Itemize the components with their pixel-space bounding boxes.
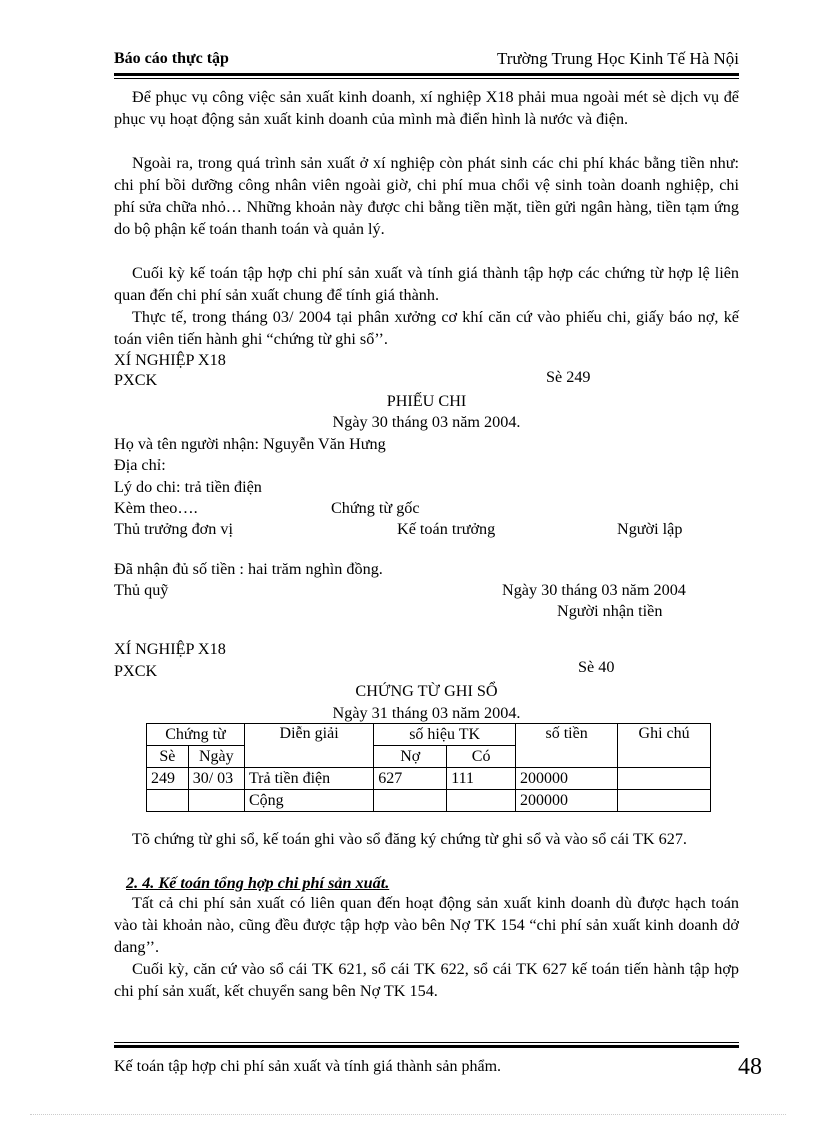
footer-rule-thick — [114, 1045, 739, 1048]
pc-treasurer: Thủ quỹ — [114, 581, 169, 599]
paragraph-1: Để phục vụ công việc sản xuất kinh doanh, xí nghiệp X18 phải mua ngoài mét sè dịch vụ để phục vụ hoạt động sản xuất kinh doanh của mình mà điển hình là nước và điện. — [114, 88, 739, 128]
cell-note — [618, 768, 711, 790]
header-right: Trường Trung Học Kinh Tế Hà Nội — [496, 49, 739, 68]
pc-date2: Ngày 30 tháng 03 năm 2004 — [502, 581, 686, 599]
pc-original-doc: Chứng từ gốc — [331, 499, 420, 517]
pc-title: PHIẾU CHI — [386, 392, 467, 410]
th-credit: Có — [447, 746, 516, 768]
th-voucher: Chứng từ — [147, 724, 245, 746]
page-number: 48 — [738, 1054, 762, 1080]
footer-rule-thin — [114, 1042, 739, 1043]
cell-no: 249 — [147, 768, 189, 790]
section-heading: 2. 4. Kế toán tổng hợp chi phí sản xuất. — [126, 874, 390, 892]
section-paragraph-2: Cuối kỳ, căn cứ vào sổ cái TK 621, sổ cái TK 622, sổ cái TK 627 kế toán tiến hành tập hợp chi phí sản xuất, kết chuyển sang bên Nợ TK 154. — [114, 960, 739, 1000]
bottom-dotted-border — [30, 1114, 786, 1115]
cell-day: 30/ 03 — [188, 768, 244, 790]
cell-credit: 111 — [447, 768, 516, 790]
pc-attached: Kèm theo…. — [114, 499, 198, 517]
ctgs-org: XÍ NGHIỆP X18 — [114, 640, 226, 658]
pc-reason: Lý do chi: trả tiền điện — [114, 478, 262, 496]
ctgs-number: Sè 40 — [578, 658, 615, 676]
header-rule-thin — [114, 78, 739, 79]
ctgs-dept: PXCK — [114, 662, 158, 680]
section-paragraph-1: Tất cả chi phí sản xuất có liên quan đến hoạt động sản xuất kinh doanh dù được hạch toán vào tài khoản nào, cũng đều được tập hợp vào bên Nợ TK 154 “chi phí sản xuất kinh doanh dở dang’’. — [114, 894, 739, 956]
paragraph-2: Ngoài ra, trong quá trình sản xuất ở xí nghiệp còn phát sinh các chi phí khác bằng tiền như: chi phí bồi dưỡng công nhân viên ngoài giờ, chi phí mua chổi vệ sinh toàn doanh nghiệp, chi phí sửa chữa nhỏ… Những khoản này được chi bằng tiền mặt, tiền gửi ngân hàng, tiền tạm ứng do bộ phận kế toán thanh toán và quản lý. — [114, 154, 739, 238]
table-row — [147, 768, 711, 790]
pc-sig-accountant: Kế toán trưởng — [397, 520, 496, 538]
table-row — [147, 790, 711, 812]
page-header — [114, 48, 739, 70]
ctgs-title: CHỨNG TỪ GHI SỔ — [355, 682, 498, 700]
th-note: Ghi chú — [618, 724, 711, 768]
pc-received: Đã nhận đủ số tiền : hai trăm nghìn đồng. — [114, 560, 383, 578]
cell-debit: 627 — [374, 768, 447, 790]
table-header-row — [147, 724, 711, 746]
cell-day — [188, 790, 244, 812]
ctgs-table — [146, 723, 711, 812]
pc-dept: PXCK — [114, 371, 158, 389]
th-no: Sè — [147, 746, 189, 768]
pc-sig-preparer: Người lập — [617, 520, 683, 538]
pc-number: Sè 249 — [546, 368, 591, 386]
footer-text: Kế toán tập hợp chi phí sản xuất và tính giá thành sản phẩm. — [114, 1058, 502, 1075]
th-account: số hiệu TK — [374, 724, 516, 746]
cell-desc: Cộng — [244, 790, 373, 812]
pc-sig-head: Thủ trưởng đơn vị — [114, 520, 233, 538]
cell-amount: 200000 — [516, 768, 618, 790]
paragraph-4: Thực tế, trong tháng 03/ 2004 tại phân xưởng cơ khí căn cứ vào phiếu chi, giấy báo nợ, kế toán viên tiến hành ghi “chứng từ ghi sổ’’. — [114, 308, 739, 348]
th-desc: Diễn giải — [244, 724, 373, 768]
th-amount: số tiền — [516, 724, 618, 768]
cell-note — [618, 790, 711, 812]
cell-credit — [447, 790, 516, 812]
pc-recipient: Họ và tên người nhận: Nguyễn Văn Hưng — [114, 435, 386, 453]
header-rule-thick — [114, 73, 739, 76]
header-left: Báo cáo thực tập — [114, 50, 229, 67]
pc-address: Địa chỉ: — [114, 456, 166, 474]
cell-amount: 200000 — [516, 790, 618, 812]
ctgs-date: Ngày 31 tháng 03 năm 2004. — [332, 704, 521, 722]
pc-date: Ngày 30 tháng 03 năm 2004. — [332, 413, 521, 431]
pc-org: XÍ NGHIỆP X18 — [114, 351, 226, 369]
th-day: Ngày — [188, 746, 244, 768]
after-table-paragraph: Tõ chứng từ ghi sổ, kế toán ghi vào sổ đăng ký chứng từ ghi sổ và vào sổ cái TK 627. — [132, 830, 687, 848]
pc-receiver: Người nhận tiền — [557, 602, 663, 620]
cell-no — [147, 790, 189, 812]
th-debit: Nợ — [374, 746, 447, 768]
cell-desc: Trả tiền điện — [244, 768, 373, 790]
paragraph-3: Cuối kỳ kế toán tập hợp chi phí sản xuất và tính giá thành tập hợp các chứng từ hợp lệ liên quan đến chi phí sản xuất chung để tính giá thành. — [114, 264, 739, 304]
cell-debit — [374, 790, 447, 812]
